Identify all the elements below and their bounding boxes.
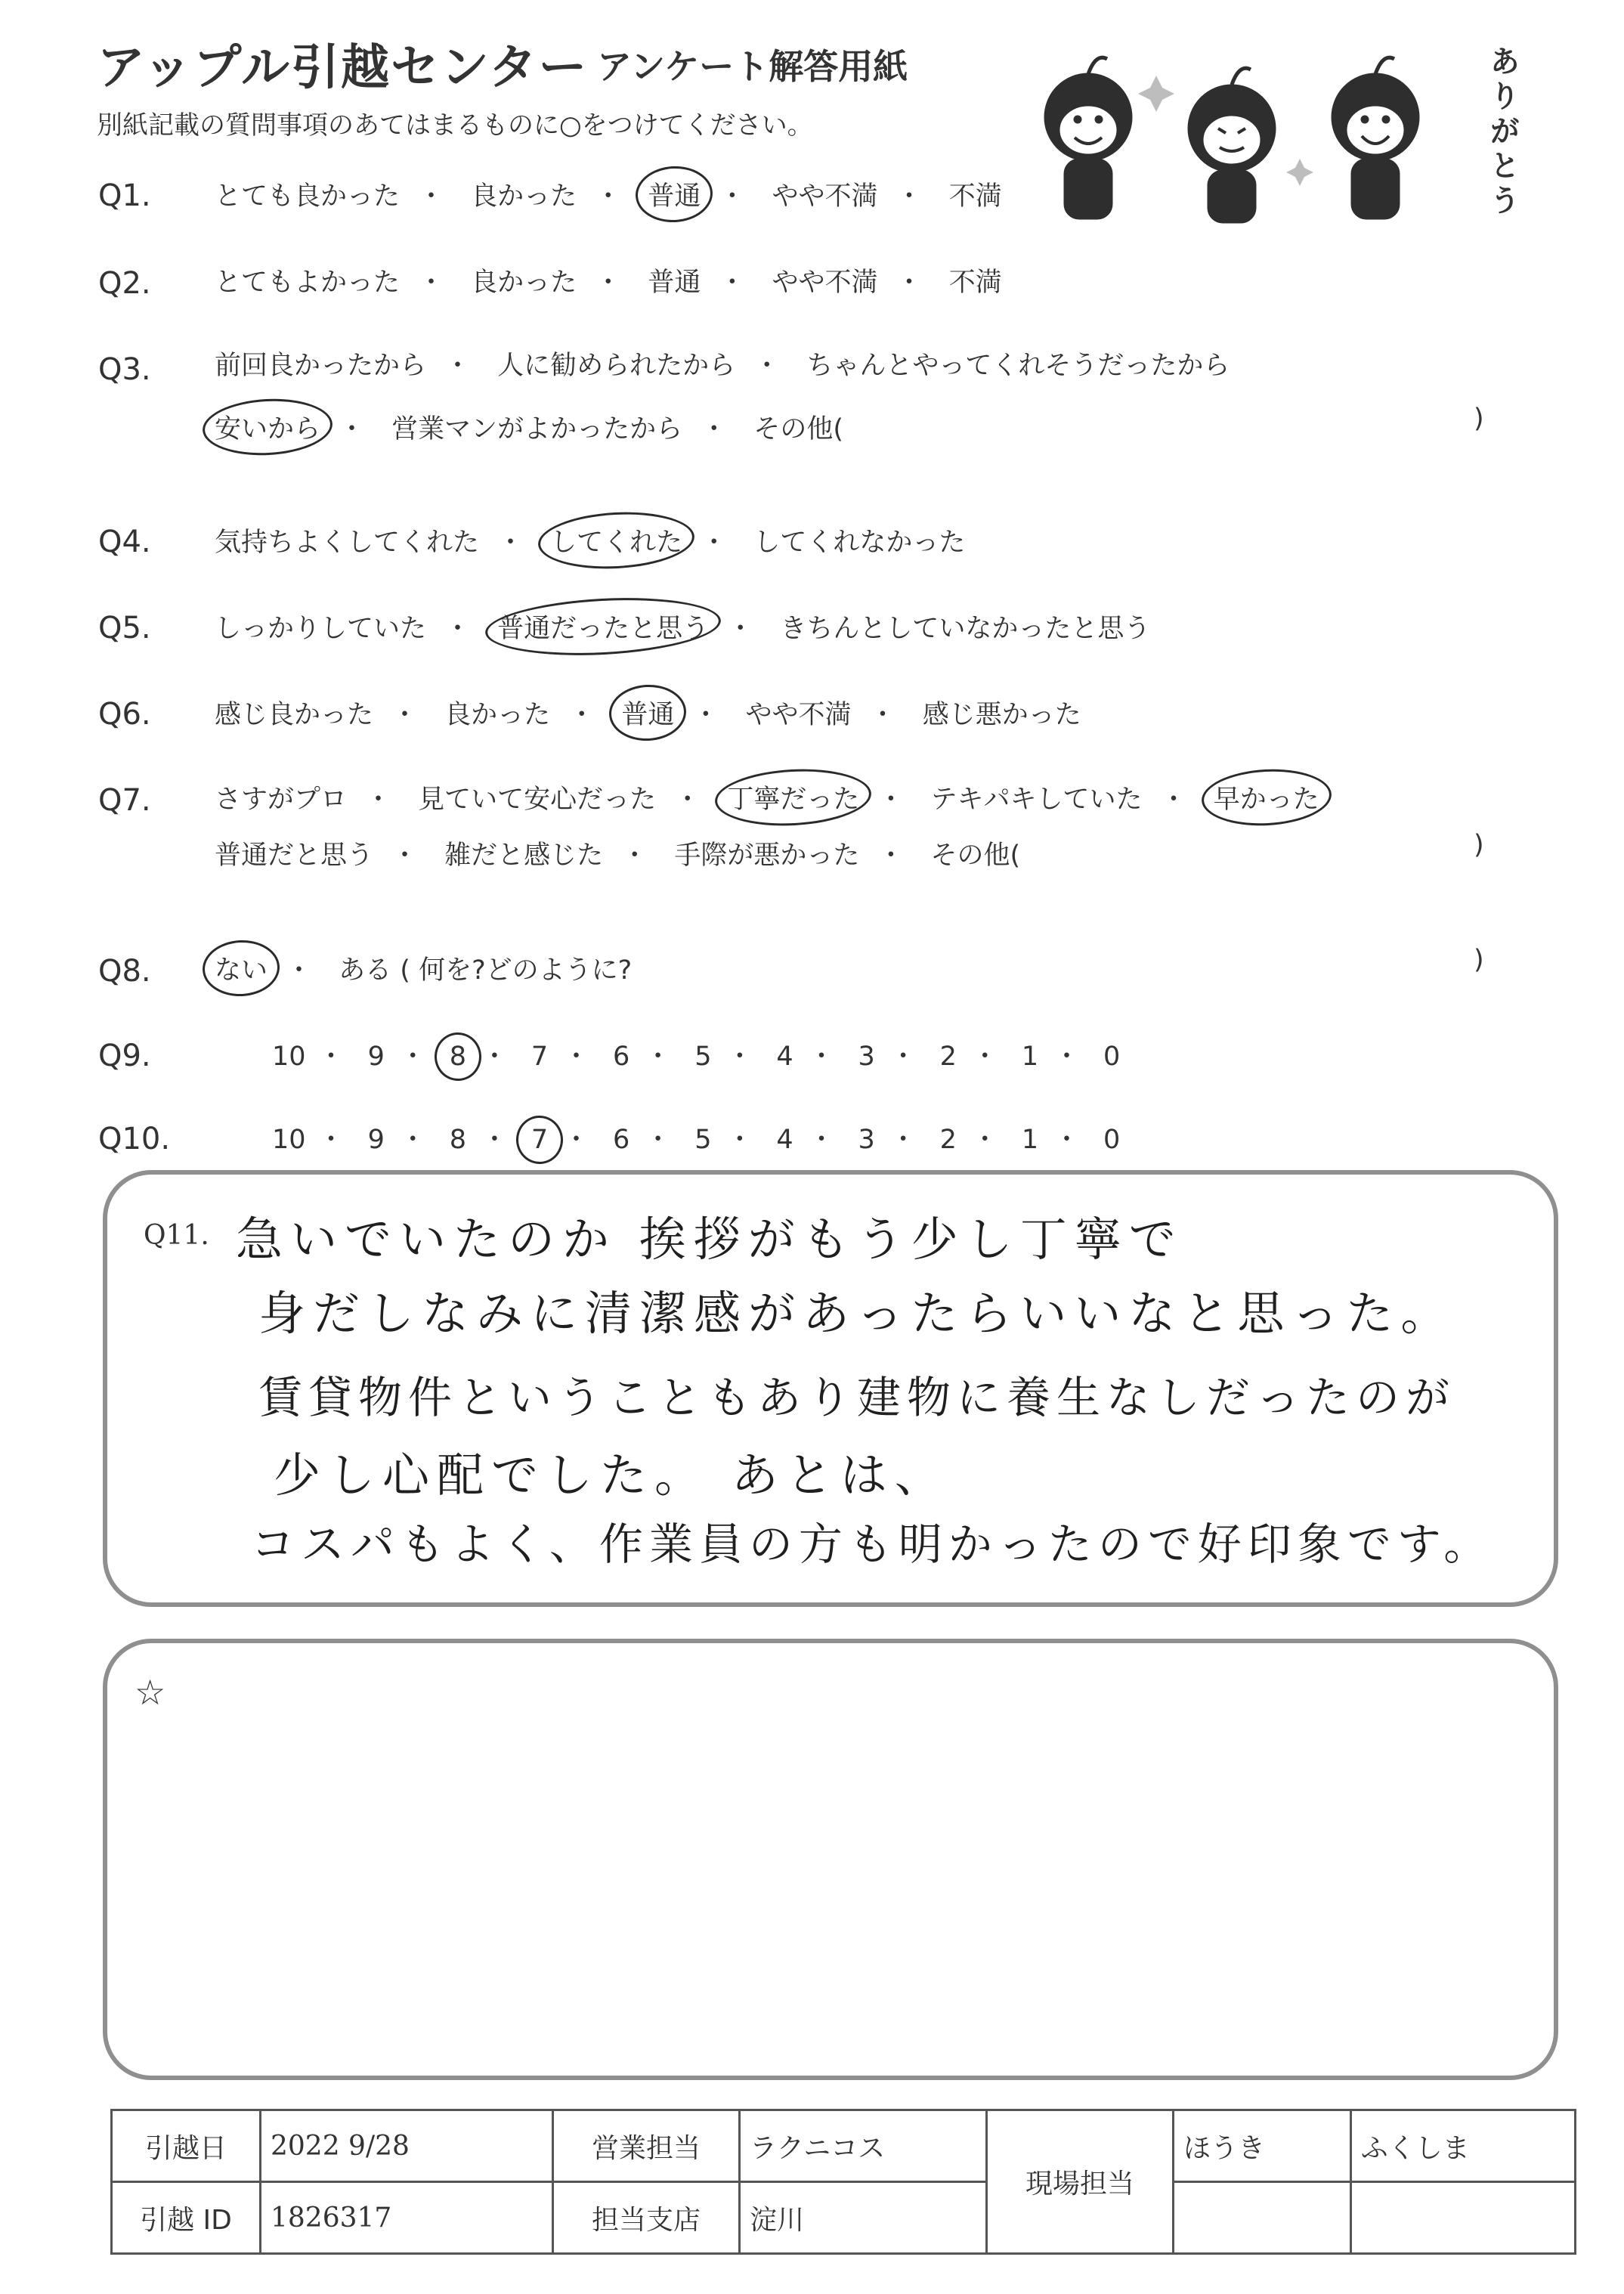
q2-options: とてもよかった ・ 良かった ・ 普通 ・ やや不満 ・ 不満 xyxy=(215,262,1002,299)
q11-label: Q11. xyxy=(144,1220,209,1251)
site-staff-value[interactable]: ふくしま xyxy=(1350,2110,1575,2182)
q7-option-selected[interactable]: 早かった xyxy=(1214,779,1319,816)
q7-option[interactable]: 普通だと思う xyxy=(215,841,374,871)
monkey-mascots-illustration xyxy=(1028,45,1436,227)
q11-comment-line: 急いでいたのか 挨拶がもう少し丁寧で xyxy=(236,1212,1183,1267)
q9-score[interactable]: 1 xyxy=(1021,1042,1039,1072)
q2-option[interactable]: とてもよかった xyxy=(215,268,401,298)
q3-option[interactable]: 人に勧められたから xyxy=(497,351,736,381)
q7-option[interactable]: 雑だと感じた xyxy=(444,841,604,871)
q5-option[interactable]: しっかりしていた xyxy=(215,614,427,644)
q11-comment-line: 少し心配でした。 あとは、 xyxy=(274,1447,949,1503)
q8-option-selected[interactable]: ない xyxy=(215,949,268,987)
q7-option[interactable]: テキパキしていた xyxy=(930,785,1143,815)
q1-option-selected[interactable]: 普通 xyxy=(648,175,701,213)
q3-option-selected[interactable]: 安いから xyxy=(215,408,320,446)
site-staff-empty[interactable] xyxy=(1174,2182,1351,2254)
star-comment-box[interactable] xyxy=(103,1639,1558,2080)
survey-form-subtitle: アンケート解答用紙 xyxy=(597,46,908,87)
q9-score[interactable]: 7 xyxy=(531,1042,549,1072)
q6-option[interactable]: 感じ悪かった xyxy=(922,700,1081,730)
q7-options-line2: 普通だと思う ・ 雑だと感じた ・ 手際が悪かった ・ その他( xyxy=(215,834,1020,872)
q4-label: Q4. xyxy=(98,525,151,559)
q2-option[interactable]: 良かった xyxy=(471,268,577,298)
q10-score[interactable]: 3 xyxy=(858,1125,875,1155)
q7-option-other[interactable]: その他( xyxy=(930,841,1021,871)
q2-option[interactable]: 普通 xyxy=(648,268,701,298)
q5-options: しっかりしていた ・ 普通だったと思う ・ きちんとしていなかったと思う xyxy=(215,608,1150,645)
q9-score[interactable]: 10 xyxy=(272,1042,306,1072)
q2-option[interactable]: 不満 xyxy=(948,268,1002,298)
q4-option-selected[interactable]: してくれた xyxy=(550,522,682,559)
q10-score[interactable]: 2 xyxy=(939,1125,957,1155)
q9-score[interactable]: 0 xyxy=(1103,1042,1121,1072)
q1-option[interactable]: 良かった xyxy=(471,181,577,212)
q1-option[interactable]: やや不満 xyxy=(772,181,878,212)
q10-score[interactable]: 9 xyxy=(367,1125,385,1155)
site-staff-label: 現場担当 xyxy=(987,2110,1174,2254)
q2-label: Q2. xyxy=(98,266,151,301)
branch-label: 担当支店 xyxy=(553,2182,740,2254)
q3-options-line1: 前回良かったから ・ 人に勧められたから ・ ちゃんとやってくれそうだったから xyxy=(215,345,1230,382)
move-date-label: 引越日 xyxy=(112,2110,261,2182)
q1-option[interactable]: とても良かった xyxy=(215,181,401,212)
move-id-value[interactable]: 1826317 xyxy=(261,2182,553,2254)
q9-score[interactable]: 5 xyxy=(694,1042,712,1072)
move-date-value[interactable]: 2022 9/28 xyxy=(261,2110,553,2182)
q3-option[interactable]: 営業マンがよかったから xyxy=(391,414,683,444)
q3-option[interactable]: ちゃんとやってくれそうだったから xyxy=(806,351,1230,381)
sales-rep-label: 営業担当 xyxy=(553,2110,740,2182)
q10-score[interactable]: 1 xyxy=(1021,1125,1039,1155)
sales-rep-value[interactable]: ラクニコス xyxy=(740,2110,987,2182)
move-id-label: 引越 ID xyxy=(112,2182,261,2254)
q10-label: Q10. xyxy=(98,1122,171,1156)
q10-score[interactable]: 5 xyxy=(694,1125,712,1155)
site-staff-value[interactable]: ほうき xyxy=(1174,2110,1351,2182)
q9-score[interactable]: 6 xyxy=(613,1042,630,1072)
q10-score[interactable]: 6 xyxy=(613,1125,630,1155)
q8-close-paren: ) xyxy=(1474,945,1484,975)
q1-option[interactable]: 不満 xyxy=(948,181,1002,212)
survey-company-title: アップル引越センター xyxy=(97,40,589,96)
move-info-table xyxy=(110,2109,1576,2255)
q7-option[interactable]: さすがプロ xyxy=(215,785,348,815)
q11-comment-line: 身だしなみに清潔感があったらいいなと思った。 xyxy=(258,1286,1455,1341)
q7-label: Q7. xyxy=(98,783,151,818)
q6-options: 感じ良かった ・ 良かった ・ 普通 ・ やや不満 ・ 感じ悪かった xyxy=(215,694,1081,732)
q4-option[interactable]: してくれなかった xyxy=(753,528,966,558)
q3-option-other[interactable]: その他( xyxy=(753,414,843,444)
q11-comment-line: コスパもよく、作業員の方も明かったので好印象です。 xyxy=(251,1518,1494,1570)
q1-label: Q1. xyxy=(98,178,151,213)
q8-label: Q8. xyxy=(98,954,151,989)
q9-scale: 10 ・ 9 ・ 8 ・ 7 ・ 6 ・ 5 ・ 4 ・ 3 ・ 2 ・ 1 ・ 0 xyxy=(272,1036,1123,1073)
monkey-mascot-2 xyxy=(1188,68,1276,223)
q11-comment-box[interactable] xyxy=(103,1170,1558,1607)
q2-option[interactable]: やや不満 xyxy=(772,268,878,298)
q10-score[interactable]: 0 xyxy=(1103,1125,1121,1155)
q10-score[interactable]: 4 xyxy=(776,1125,793,1155)
q9-label: Q9. xyxy=(98,1039,151,1073)
monkey-mascot-3 xyxy=(1332,57,1419,219)
q6-label: Q6. xyxy=(98,697,151,732)
q7-close-paren: ) xyxy=(1474,830,1484,860)
q6-option[interactable]: 良かった xyxy=(444,700,551,730)
q6-option[interactable]: 感じ良かった xyxy=(215,700,374,730)
q5-label: Q5. xyxy=(98,611,151,645)
q9-score-selected[interactable]: 8 xyxy=(447,1042,469,1072)
q3-options-line2: 安いから ・ 営業マンがよかったから ・ その他( xyxy=(215,408,843,446)
q10-scale: 10 ・ 9 ・ 8 ・ 7 ・ 6 ・ 5 ・ 4 ・ 3 ・ 2 ・ 1 ・ 0 xyxy=(272,1119,1123,1156)
q9-score[interactable]: 4 xyxy=(776,1042,793,1072)
q11-comment-line: 賃貸物件ということもあり建物に養生なしだったのが xyxy=(258,1372,1456,1423)
q3-option[interactable]: 前回良かったから xyxy=(215,351,427,381)
q1-options: とても良かった ・ 良かった ・ 普通 ・ やや不満 ・ 不満 xyxy=(215,175,1002,213)
q9-score[interactable]: 2 xyxy=(939,1042,957,1072)
thanks-text: ありがとう xyxy=(1485,45,1520,219)
q4-option[interactable]: 気持ちよくしてくれた xyxy=(215,528,480,558)
q8-option[interactable]: ある ( 何を?どのように? xyxy=(339,955,633,986)
branch-value[interactable]: 淀川 xyxy=(740,2182,987,2254)
q3-close-paren: ) xyxy=(1474,404,1484,434)
q10-score[interactable]: 10 xyxy=(272,1125,306,1155)
q6-option-selected[interactable]: 普通 xyxy=(621,694,674,732)
q5-option[interactable]: きちんとしていなかったと思う xyxy=(780,614,1151,644)
q8-options: ない ・ ある ( 何を?どのように? xyxy=(215,949,632,987)
q7-option-selected[interactable]: 丁寧だった xyxy=(727,779,859,816)
instruction-text: 別紙記載の質問事項のあてはまるものに○をつけてください。 xyxy=(97,110,813,141)
q7-option[interactable]: 手際が悪かった xyxy=(674,841,860,871)
q9-score[interactable]: 9 xyxy=(367,1042,385,1072)
q5-option-selected[interactable]: 普通だったと思う xyxy=(497,608,709,645)
q10-score[interactable]: 8 xyxy=(449,1125,466,1155)
q10-score-selected[interactable]: 7 xyxy=(528,1125,551,1155)
q9-score[interactable]: 3 xyxy=(858,1042,875,1072)
q6-option[interactable]: やや不満 xyxy=(745,700,852,730)
q4-options: 気持ちよくしてくれた ・ してくれた ・ してくれなかった xyxy=(215,522,965,559)
q7-option[interactable]: 見ていて安心だった xyxy=(418,785,657,815)
q7-options-line1: さすがプロ ・ 見ていて安心だった ・ 丁寧だった ・ テキパキしていた ・ 早かった xyxy=(215,779,1319,816)
q3-label: Q3. xyxy=(98,352,151,387)
monkey-mascot-1 xyxy=(1044,57,1132,219)
star-icon: ☆ xyxy=(135,1672,166,1713)
site-staff-empty[interactable] xyxy=(1350,2182,1575,2254)
